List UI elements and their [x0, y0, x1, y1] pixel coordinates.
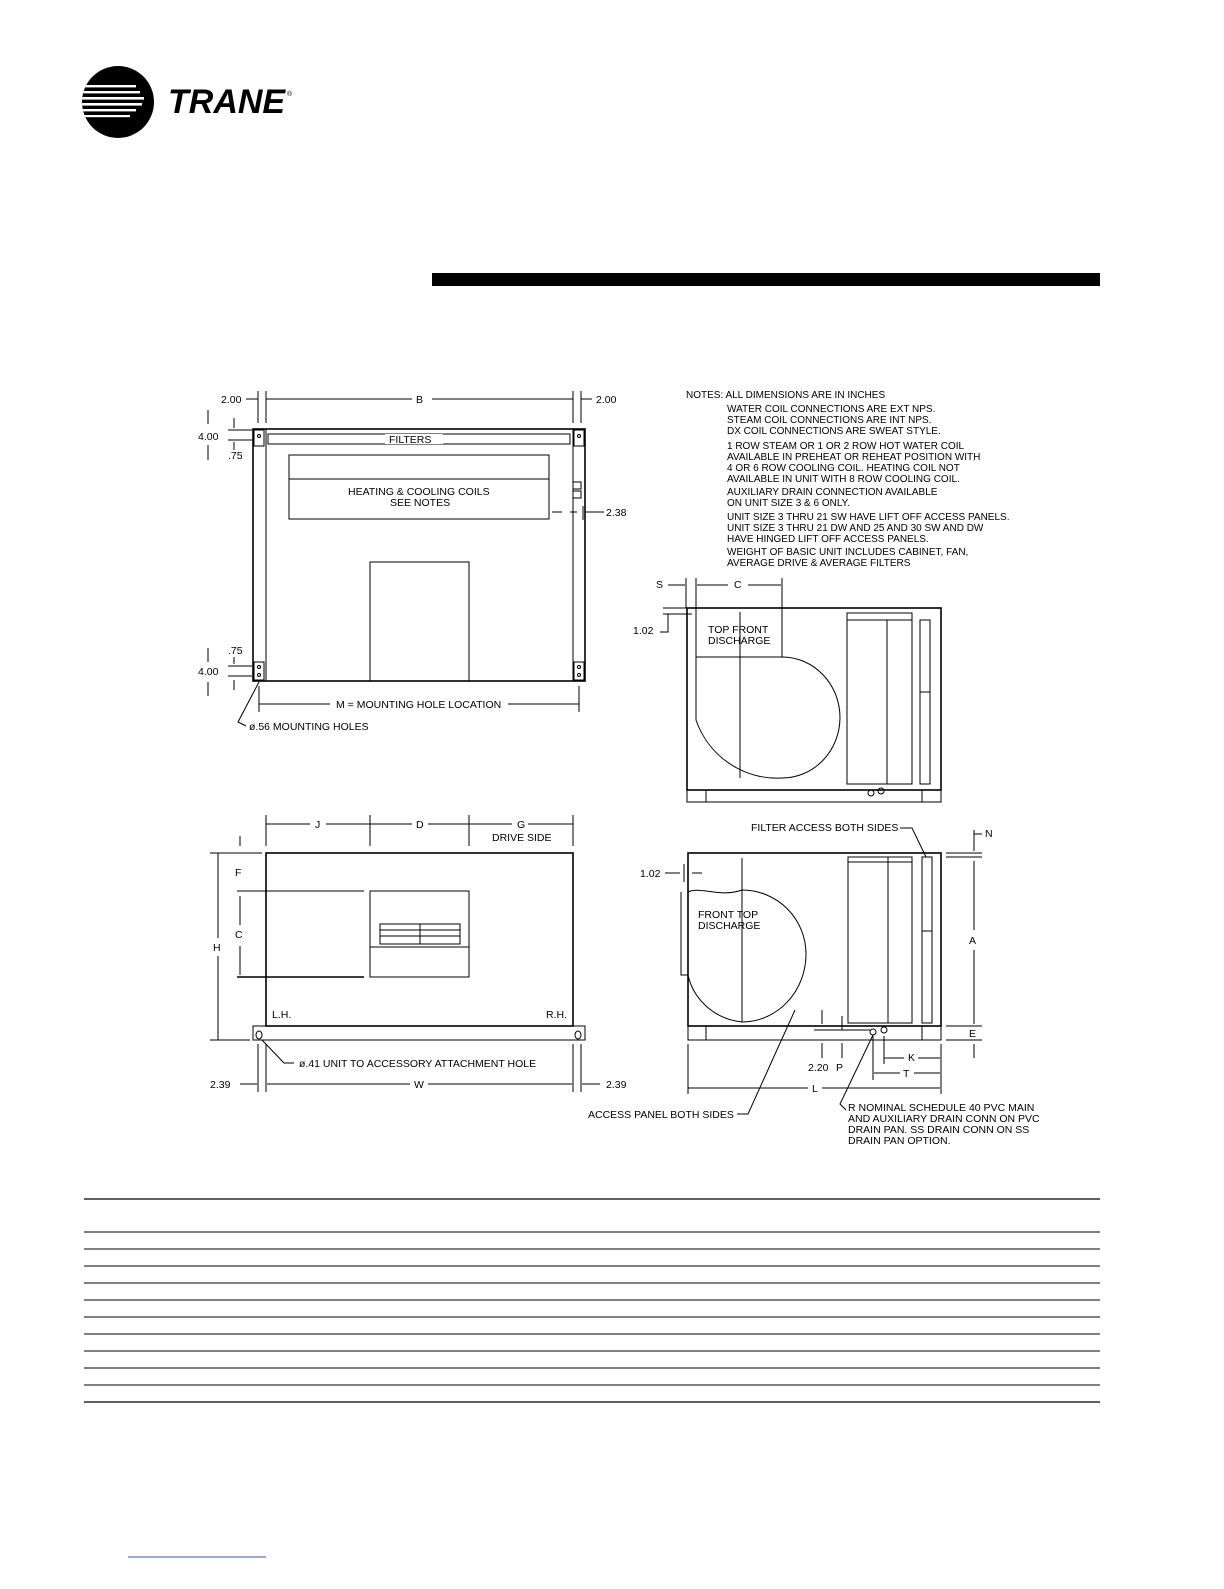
trane-logo [78, 66, 293, 138]
note-line-6: 4 OR 6 ROW COOLING COIL. HEATING COIL NOT [727, 463, 960, 474]
note-line-12: HAVE HINGED LIFT OFF ACCESS PANELS. [727, 534, 929, 545]
dim-2-00-left: 2.00 [221, 394, 242, 406]
coils-label-2: SEE NOTES [390, 497, 451, 509]
dim-2-20: 2.20 [808, 1062, 829, 1074]
front-top-discharge-1: FRONT TOP [698, 909, 759, 921]
access-panel-label: ACCESS PANEL BOTH SIDES [588, 1109, 734, 1121]
drive-side-label: DRIVE SIDE [492, 832, 552, 844]
notes-head: NOTES: ALL DIMENSIONS ARE IN INCHES [686, 390, 886, 401]
note-line-2: STEAM COIL CONNECTIONS ARE INT NPS. [727, 415, 932, 426]
note-line-8: AUXILIARY DRAIN CONNECTION AVAILABLE [727, 487, 938, 498]
top-front-discharge-2: DISCHARGE [708, 635, 771, 647]
section-header-bar [432, 273, 1100, 286]
note-line-11: UNIT SIZE 3 THRU 21 DW AND 25 AND 30 SW AND DW [727, 523, 984, 534]
dim-e: E [969, 1028, 977, 1040]
drain-note-3: DRAIN PAN. SS DRAIN CONN ON SS [848, 1124, 1030, 1136]
note-line-1: WATER COIL CONNECTIONS ARE EXT NPS. [727, 404, 936, 415]
note-line-4: 1 ROW STEAM OR 1 OR 2 ROW HOT WATER COIL [727, 441, 965, 452]
note-line-7: AVAILABLE IN UNIT WITH 8 ROW COOLING COIL. [727, 474, 960, 485]
dim-a: A [969, 935, 977, 947]
note-line-9: ON UNIT SIZE 3 & 6 ONLY. [727, 498, 850, 509]
dim-4-00-bottom: 4.00 [198, 666, 219, 678]
dim-2-39-left: 2.39 [210, 1079, 231, 1091]
dim-2-00-right: 2.00 [596, 394, 617, 406]
dim-d: D [416, 819, 424, 831]
left-hand-label: L.H. [272, 1009, 292, 1021]
trane-globe-icon [78, 66, 154, 138]
dim-075-top: .75 [228, 450, 243, 462]
top-front-discharge-1: TOP FRONT [708, 624, 769, 636]
mounting-hole-location: M = MOUNTING HOLE LOCATION [336, 699, 502, 711]
note-line-13: WEIGHT OF BASIC UNIT INCLUDES CABINET, FAN, [727, 547, 969, 558]
dimension-table-rules [84, 1199, 1100, 1402]
brand-name: TRANE [168, 83, 286, 121]
drain-note-2: AND AUXILIARY DRAIN CONN ON PVC [848, 1113, 1040, 1125]
dim-2-39-right: 2.39 [606, 1079, 627, 1091]
drain-note-4: DRAIN PAN OPTION. [848, 1135, 951, 1147]
filter-access-label: FILTER ACCESS BOTH SIDES [751, 822, 899, 834]
dim-4-00-top: 4.00 [198, 431, 219, 443]
dim-s: S [656, 579, 664, 591]
fan-scroll [696, 657, 840, 778]
dim-j: J [315, 819, 321, 831]
dim-1-02-top: 1.02 [633, 625, 654, 637]
dim-k: K [908, 1052, 916, 1064]
front-top-discharge-2: DISCHARGE [698, 920, 761, 932]
unit-casing-side-front [688, 853, 941, 1026]
top-view [198, 391, 627, 733]
dim-c-side: C [734, 579, 742, 591]
dim-g: G [517, 819, 526, 831]
note-line-3: DX COIL CONNECTIONS ARE SWEAT STYLE. [727, 426, 941, 437]
dim-2-38: 2.38 [606, 507, 627, 519]
dim-075-bottom: .75 [228, 645, 243, 657]
drain-note-1: R NOMINAL SCHEDULE 40 PVC MAIN [848, 1102, 1035, 1114]
dim-c-front: C [235, 929, 243, 941]
front-view [210, 815, 627, 1092]
dim-t: T [903, 1068, 910, 1080]
note-line-14: AVERAGE DRIVE & AVERAGE FILTERS [727, 558, 911, 569]
filters-label: FILTERS [389, 434, 432, 446]
dim-1-02-front: 1.02 [640, 868, 661, 880]
dim-p: P [836, 1062, 844, 1074]
attachment-hole-label: ø.41 UNIT TO ACCESSORY ATTACHMENT HOLE [299, 1058, 537, 1070]
right-hand-label: R.H. [546, 1009, 567, 1021]
notes-block [686, 390, 1009, 569]
dim-b: B [416, 394, 424, 406]
dim-w: W [414, 1079, 424, 1091]
note-line-5: AVAILABLE IN PREHEAT OR REHEAT POSITION WITH [727, 452, 981, 463]
note-line-10: UNIT SIZE 3 THRU 21 SW HAVE LIFT OFF ACCESS PANELS. [727, 512, 1010, 523]
dim-l: L [812, 1083, 818, 1095]
dim-n: N [985, 828, 993, 840]
side-view-front-discharge [588, 822, 1040, 1147]
side-view-top-discharge [633, 578, 941, 802]
mounting-holes-label: ø.56 MOUNTING HOLES [249, 721, 369, 733]
registered-mark: ® [287, 91, 293, 98]
dim-f: F [235, 867, 242, 879]
dim-h: H [213, 942, 221, 954]
coils-label-1: HEATING & COOLING COILS [348, 486, 490, 498]
fan-discharge [370, 562, 469, 681]
